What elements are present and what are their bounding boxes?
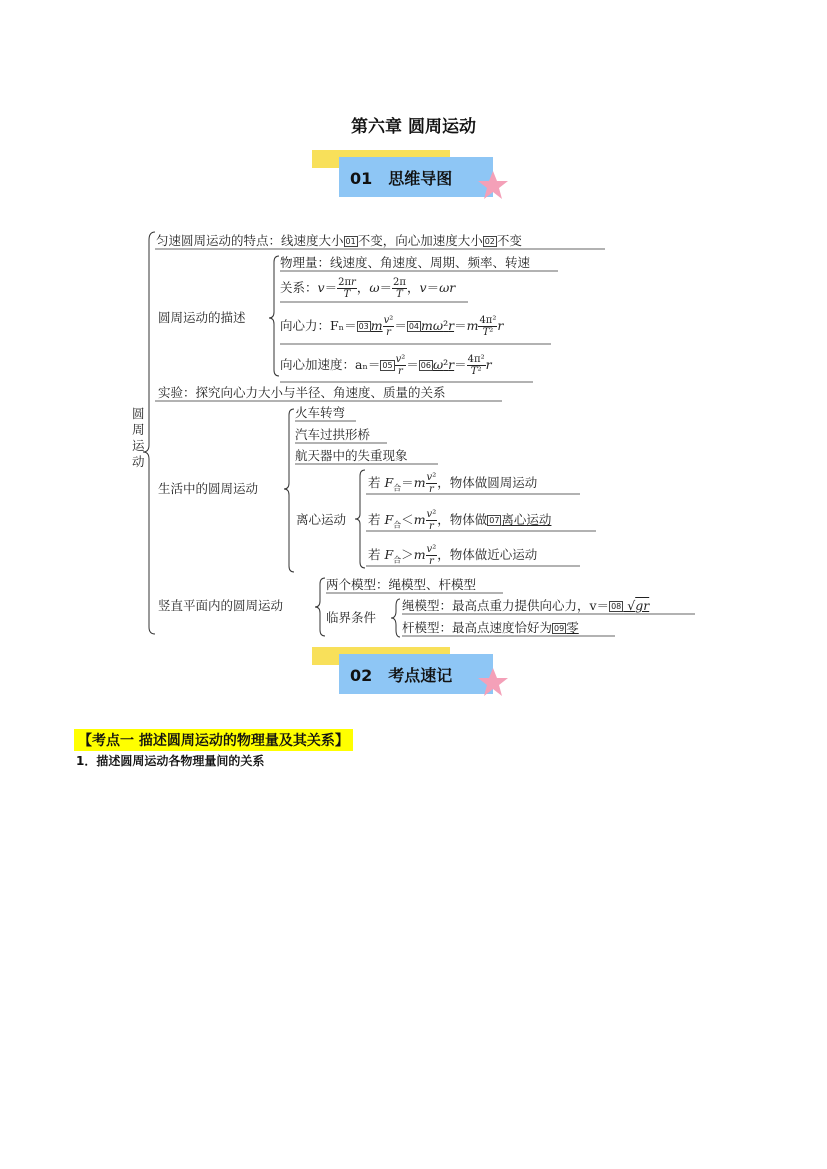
section-label: 思维导图 (388, 169, 453, 188)
condition-greater: 若 $F_合>m$ $\frac{\text{v²}}{r}$ ，物体做近心运动 (368, 544, 538, 567)
answer-box: 07 (489, 516, 500, 525)
train-turn-node: 火车转弯 (295, 405, 346, 420)
exam-point-item: 1．描述圆周运动各物理量间的关系 (76, 754, 265, 768)
answer-box: 09 (554, 624, 565, 633)
life-node: 生活中的圆周运动 (158, 481, 259, 496)
vertical-node: 竖直平面内的圆周运动 (158, 598, 284, 613)
answer-box: 06 (420, 361, 431, 370)
centripetal-force-node: 向心力：Fₙ＝ 03 m $\frac{\text{v²}}{r}$ ＝ 04 mω²r＝m $\frac{\text{4π²}}{\text{T²}}$ r (280, 315, 504, 338)
centrifugal-node: 离心运动 (296, 512, 347, 527)
condition-less: 若 $F_合<m$ $\frac{\text{v²}}{r}$ ，物体做 07 离心运动 (368, 509, 552, 532)
exam-point-heading: 【考点一 描述圆周运动的物理量及其关系】 (74, 729, 353, 751)
rod-model-node: 杆模型：最高点速度恰好为 09 零 (402, 620, 579, 635)
relation-node: 关系：v＝ $\frac{2\pi r}{T}$ ，ω＝ $\frac{2\pi}{T}$ ，v＝ωr (280, 277, 456, 300)
answer-box: 03 (358, 322, 369, 331)
chapter-title: 第六章 圆周运动 (351, 117, 476, 137)
arch-bridge-node: 汽车过拱形桥 (295, 427, 371, 442)
section-banner-exam-points (312, 647, 512, 703)
quantities-node: 物理量：线速度、角速度、周期、频率、转速 (280, 255, 531, 270)
star-icon (477, 667, 509, 697)
section-label: 考点速记 (388, 666, 453, 685)
section-number: 02 (350, 666, 373, 685)
describe-node: 圆周运动的描述 (158, 310, 246, 325)
experiment-node: 实验：探究向心力大小与半径、角速度、质量的关系 (158, 385, 446, 400)
centripetal-accel-node: 向心加速度：aₙ＝ 05 $\frac{\text{v²}}{r}$ ＝ 06 ω²r＝ $\frac{\text{4π²}}{\text{T²}}$ r (280, 354, 492, 377)
two-models-node: 两个模型：绳模型、杆模型 (326, 577, 477, 592)
answer-box: 01 (345, 237, 356, 246)
answer-box: 05 (382, 361, 393, 370)
answer-box: 04 (408, 322, 420, 331)
condition-equal: 若 $F_合=m$ $\frac{\text{v²}}{r}$ ，物体做圆周运动 (368, 472, 538, 495)
uniform-motion-node: 匀速圆周运动的特点：线速度大小 01 不变，向心加速度大小 02 不变 (156, 233, 522, 248)
rope-model-node: 绳模型：最高点重力提供向心力，v＝ 08 √gr (402, 598, 650, 613)
section-number: 01 (350, 169, 373, 188)
answer-box: 02 (484, 237, 495, 246)
weightless-node: 航天器中的失重现象 (295, 448, 408, 463)
answer-box: 08 (611, 602, 622, 611)
mind-map-root: 圆周运动 (132, 406, 145, 469)
critical-node: 临界条件 (326, 610, 377, 625)
